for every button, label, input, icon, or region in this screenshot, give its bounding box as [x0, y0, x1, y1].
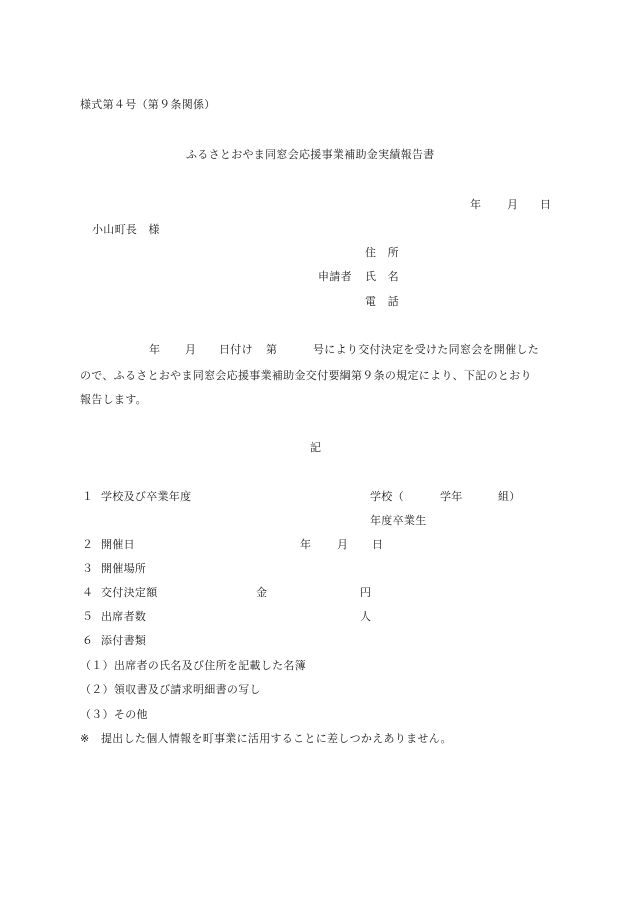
grade-label: 学年 [440, 490, 463, 503]
attachment-item: （３）その他 [80, 708, 148, 721]
item-label-venue: 開催場所 [101, 562, 147, 575]
note-mark: ※ [80, 732, 90, 745]
attachment-item: （１）出席者の氏名及び住所を記載した名簿 [80, 659, 306, 672]
date-year-label: 年 [470, 198, 482, 211]
form-number: 様式第４号（第９条関係） [80, 98, 216, 111]
body-line1: 号により交付決定を受けた同窓会を開催した [313, 343, 539, 356]
item-number: ４ [82, 586, 94, 599]
addressee: 小山町長 様 [92, 223, 160, 236]
ref-no-label: 第 [266, 343, 278, 356]
ref-dated-label: 日付け [219, 343, 253, 356]
yen-label: 円 [360, 586, 372, 599]
item-label-amount: 交付決定額 [101, 586, 158, 599]
applicant-address-label: 住 所 [365, 246, 399, 259]
applicant-label: 申請者 [318, 270, 352, 283]
applicant-name-label: 氏 名 [365, 270, 399, 283]
applicant-phone-label: 電 話 [365, 295, 399, 308]
school-label: 学校（ [370, 490, 404, 503]
item-label-date: 開催日 [101, 538, 135, 551]
item-label-attendees: 出席者数 [101, 610, 147, 623]
event-year-label: 年 [300, 538, 312, 551]
attendee-unit-label: 人 [360, 610, 372, 623]
ref-year-label: 年 [149, 343, 161, 356]
event-month-label: 月 [337, 538, 349, 551]
item-label-attachments: 添付書類 [101, 634, 147, 647]
date-day-label: 日 [540, 198, 552, 211]
attachment-item: （２）領収書及び請求明細書の写し [80, 683, 261, 696]
item-number: １ [82, 490, 94, 503]
kin-label: 金 [256, 586, 268, 599]
item-number: ６ [82, 634, 94, 647]
ki-heading: 記 [310, 441, 322, 454]
item-number: ５ [82, 610, 94, 623]
date-month-label: 月 [507, 198, 519, 211]
document-title: ふるさとおやま同窓会応援事業補助金実績報告書 [186, 148, 435, 161]
ref-month-label: 月 [185, 343, 197, 356]
item-number: ３ [82, 562, 94, 575]
body-line2: ので、ふるさとおやま同窓会応援事業補助金交付要綱第９条の規定により、下記のとおり [80, 369, 532, 382]
class-label: 組） [498, 490, 521, 503]
body-line3: 報告します。 [80, 393, 147, 406]
item-label-school: 学校及び卒業年度 [101, 490, 192, 503]
item-number: ２ [82, 538, 94, 551]
graduate-year-label: 年度卒業生 [370, 514, 427, 527]
event-day-label: 日 [372, 538, 384, 551]
privacy-note: 提出した個人情報を町事業に活用することに差しつかえありません。 [101, 732, 452, 745]
